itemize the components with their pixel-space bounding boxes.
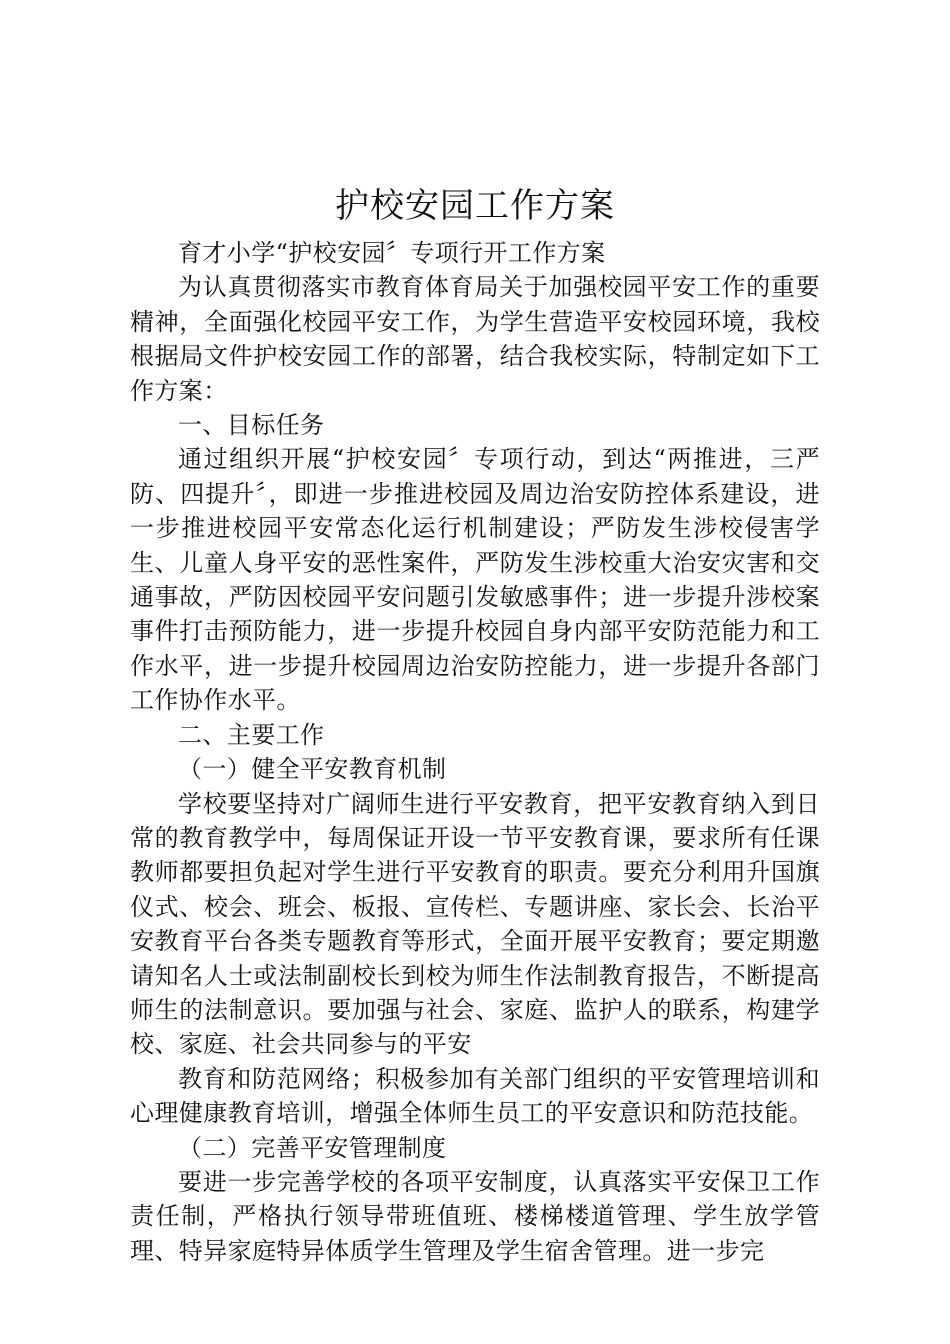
document-body xyxy=(130,236,820,1268)
section-heading-main-work: 二、主要工作 xyxy=(178,720,325,749)
paragraph-intro: 为认真贯彻落实市教育体育局关于加强校园平安工作的重要精神，全面强化校园平安工作，为学生营造平安校园环境，我校根据局文件护校安园工作的部署，结合我校实际，特制定如下工作方案： xyxy=(130,273,820,405)
subsection-heading-education: （一）健全平安教育机制 xyxy=(178,755,447,784)
paragraph-education-cont: 教育和防范网络；积极参加有关部门组织的平安管理培训和心理健康教育培训，增强全体师生员工的平安意识和防范技能。 xyxy=(130,1064,820,1128)
subsection-heading-management: （二）完善平安管理制度 xyxy=(178,1133,447,1162)
document-title: 护校安园工作方案 xyxy=(335,186,615,226)
paragraph-education: 学校要坚持对广阔师生进行平安教育，把平安教育纳入到日常的教育教学中，每周保证开设一节平安教育课，要求所有任课教师都要担负起对学生进行平安教育的职责。要充分利用升国旗仪式、校会、班会、板报、宣传栏、专题讲座、家长会、长治平安教育平台各类专题教育等形式，全面开展平安教育；要定期邀请知名人士或法制副校长到校为师生作法制教育报告，不断提高师生的法制意识。要加强与社会、家庭、监护人的联系，构建学校、家庭、社会共同参与的平安 xyxy=(130,789,820,1059)
paragraph-management: 要进一步完善学校的各项平安制度，认真落实平安保卫工作责任制，严格执行领导带班值班、楼梯楼道管理、学生放学管理、特异家庭特异体质学生管理及学生宿舍管理。进一步完 xyxy=(130,1167,820,1265)
paragraph-subtitle: 育才小学“护校安园〞专项行开工作方案 xyxy=(178,239,606,267)
section-heading-goals: 一、目标任务 xyxy=(178,411,325,440)
paragraph-goals: 通过组织开展“护校安园〞专项行动，到达“两推进，三严防、四提升〞，即进一步推进校园及周边治安防控体系建设，进一步推进校园平安常态化运行机制建设；严防发生涉校侵害学生、儿童人身平安的恶性案件，严防发生涉校重大治安灾害和交通事故，严防因校园平安问题引发敏感事件；进一步提升涉校案事件打击预防能力，进一步提升校园自身内部平安防范能力和工作水平，进一步提升校园周边治安防控能力，进一步提升各部门工作协作水平。 xyxy=(130,445,820,715)
